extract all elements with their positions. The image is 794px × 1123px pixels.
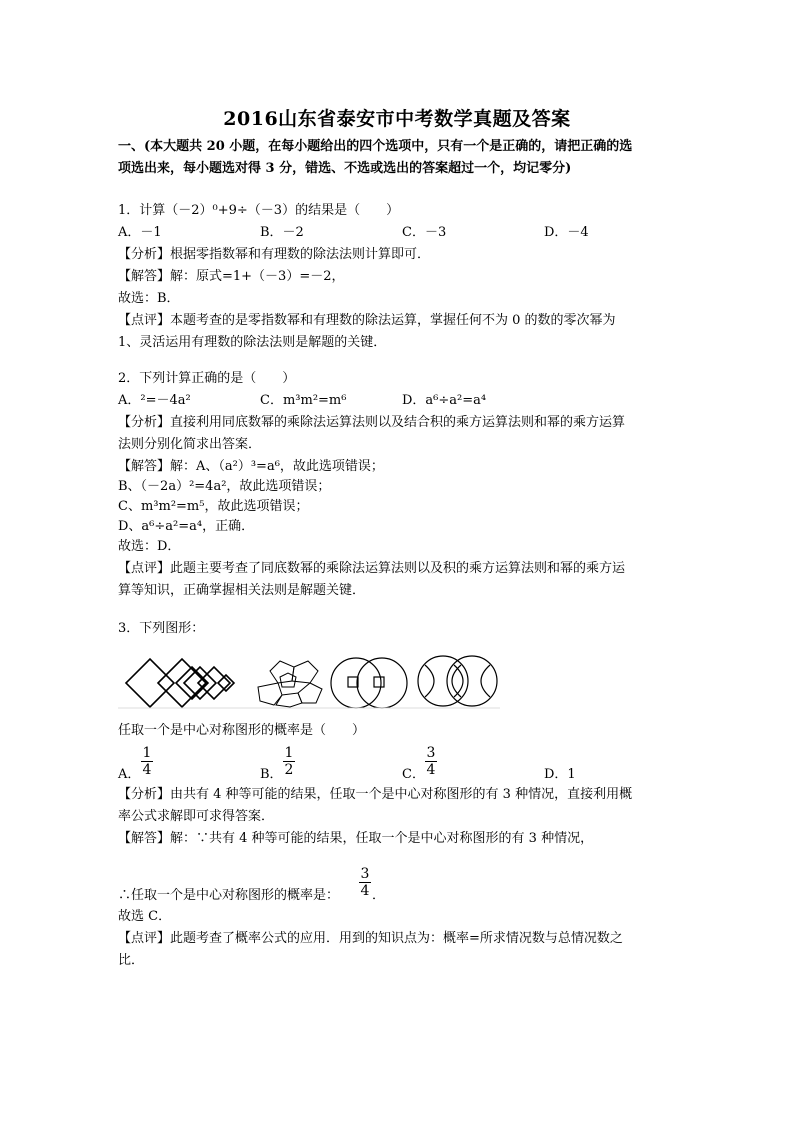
q3-analysis-line-2: 率公式求解即可求得答案． [118, 809, 275, 824]
q3-stem: 3．下列图形： [118, 621, 205, 636]
q2-option-d: D．a⁶÷a²=a⁴ [402, 393, 487, 408]
section-header-line-2: 项选出来，每小题选对得 3 分，错选、不选或选出的答案超过一个，均记零分) [118, 161, 572, 176]
q2-option-c: C．m³m²=m⁶ [260, 393, 347, 408]
figure-circles-squares [331, 658, 407, 708]
q2-stem: 2．下列计算正确的是（ ） [118, 371, 296, 386]
q2-comment-line-1: 【点评】此题主要考查了同底数幂的乘除法运算法则以及积的乘方运算法则和幂的乘方运 [118, 561, 626, 576]
q3-solution: 【解答】解：∵共有 4 种等可能的结果，任取一个是中心对称图形的有 3 种情况， [118, 831, 594, 846]
fraction-denominator: 4 [426, 762, 436, 778]
q3-figures [118, 649, 500, 709]
section-header-line-1: 一、(本大题共 20 小题，在每小题给出的四个选项中，只有一个是正确的，请把正确的选 [118, 139, 633, 154]
fraction-numerator: 3 [360, 866, 370, 882]
probability-line: ∴任取一个是中心对称图形的概率是： [118, 888, 340, 903]
q3-choice: 故选 C． [118, 909, 172, 924]
q1-option-a: A．－1 [118, 225, 162, 240]
q3-probability-fraction [358, 866, 372, 899]
q2-solution-line-4: D、a⁶÷a²=a⁴，正确． [118, 519, 255, 534]
q3-option-c-letter: C． [402, 767, 425, 782]
q2-solution-line-2: B、（－2a）²=4a²，故此选项错误； [118, 479, 331, 494]
q1-choice: 故选：B． [118, 291, 180, 306]
q3-option-b-letter: B． [260, 767, 283, 782]
fraction-denominator: 4 [360, 883, 370, 899]
fraction-numerator: 1 [142, 745, 152, 761]
q2-comment-line-2: 算等知识，正确掌握相关法则是解题关键． [118, 583, 366, 598]
q1-comment-line-2: 1、灵活运用有理数的除法法则是解题的关键． [118, 335, 387, 350]
figure-pentagon-flower [258, 661, 322, 707]
q2-solution-line-3: C、m³m²=m⁵，故此选项错误； [118, 499, 309, 514]
figure-circles-arcs [418, 656, 497, 706]
fraction-numerator: 1 [284, 745, 294, 761]
q1-stem: 1．计算（－2）⁰+9÷（－3）的结果是（ ） [118, 203, 400, 218]
q2-analysis-line-1: 【分析】直接利用同底数幂的乘除法运算法则以及结合积的乘方运算法则和幂的乘方运算 [118, 415, 626, 430]
q3-option-a-fraction [140, 745, 154, 778]
q1-option-d: D．－4 [544, 225, 589, 240]
q3-question: 任取一个是中心对称图形的概率是（ ） [118, 723, 366, 738]
q3-analysis-line-1: 【分析】由共有 4 种等可能的结果，任取一个是中心对称图形的有 3 种情况，直接利用概 [118, 787, 633, 802]
q3-option-a-letter: A． [118, 767, 141, 782]
q3-probability-text [118, 887, 339, 905]
q2-analysis-line-2: 法则分别化简求出答案． [118, 437, 262, 452]
q3-probability-end: ． [372, 888, 386, 903]
fraction-numerator: 3 [426, 745, 436, 761]
q3-option-b-fraction [282, 745, 296, 778]
q3-comment-line-1: 【点评】此题考查了概率公式的应用．用到的知识点为：概率=所求情况数与总情况数之 [118, 931, 623, 946]
q3-option-c-fraction [424, 745, 438, 778]
q3-comment-line-2: 比． [118, 953, 145, 968]
q1-analysis: 【分析】根据零指数幂和有理数的除法法则计算即可． [118, 247, 431, 262]
q1-comment-line-1: 【点评】本题考查的是零指数幂和有理数的除法运算，掌握任何不为 0 的数的零次幂为 [118, 313, 616, 328]
q1-option-b: B．－2 [260, 225, 304, 240]
q1-solution: 【解答】解：原式=1+（－3）=－2， [118, 269, 345, 284]
q1-option-c: C．－3 [402, 225, 447, 240]
page-title: 2016山东省泰安市中考数学真题及答案 [223, 108, 571, 130]
fraction-denominator: 2 [284, 762, 294, 778]
q3-option-d: D．1 [544, 767, 576, 782]
fraction-denominator: 4 [142, 762, 152, 778]
q2-solution-line-1: 【解答】解：A、（a²）³=a⁶，故此选项错误； [118, 459, 384, 474]
q2-option-a: A．²=－4a² [118, 393, 191, 408]
figure-diamond-chain [126, 659, 234, 707]
q2-choice: 故选：D． [118, 539, 181, 554]
